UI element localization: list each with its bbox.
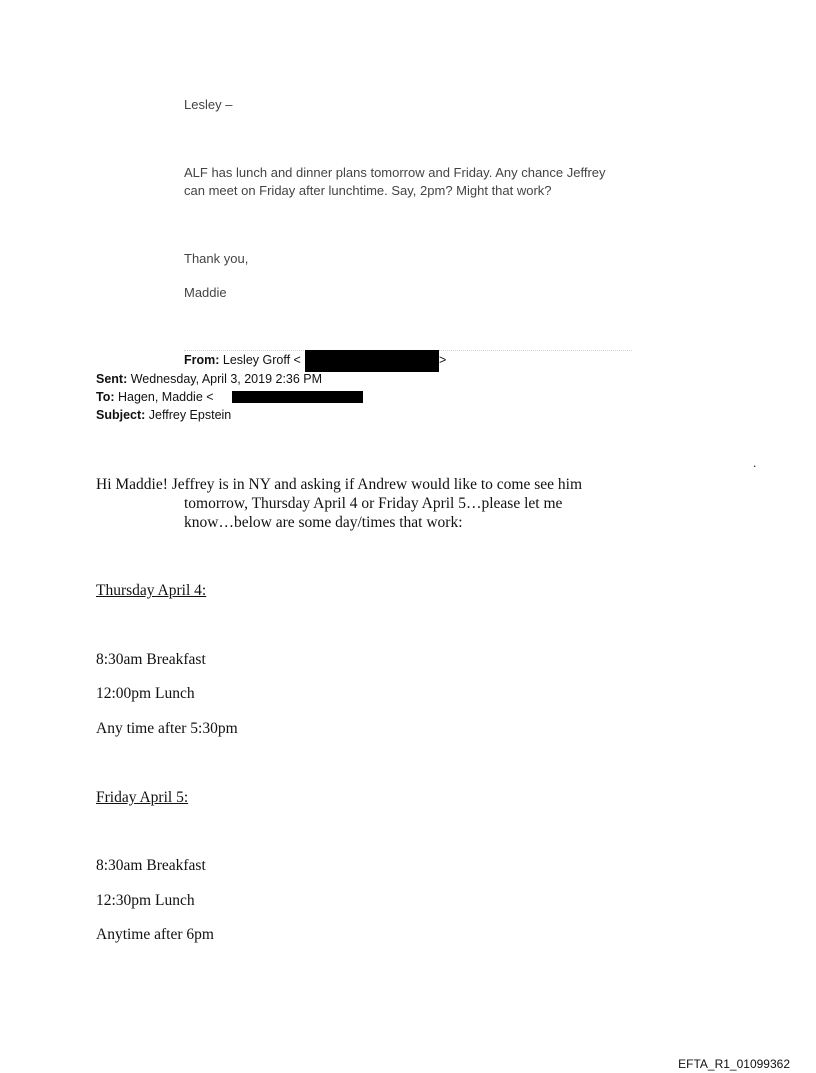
reply-body-line-1: ALF has lunch and dinner plans tomorrow and Friday. Any chance Jeffrey [184, 165, 606, 180]
from-line [184, 353, 301, 367]
sent-value: Wednesday, April 3, 2019 2:36 PM [130, 372, 323, 386]
friday-slot: 12:30pm Lunch [96, 892, 195, 909]
friday-slot: 8:30am Breakfast [96, 857, 206, 874]
sent-label: Sent: [96, 372, 128, 386]
greeting: Lesley – [184, 97, 233, 112]
to-line [96, 390, 214, 404]
intro-line-2: tomorrow, Thursday April 4 or Friday April 5…please let me [184, 495, 563, 512]
intro-line-3: know…below are some day/times that work: [184, 514, 463, 531]
friday-slot: Anytime after 6pm [96, 926, 214, 943]
redaction-block [305, 350, 439, 372]
thanks-line: Thank you, [184, 251, 249, 266]
subject-line [96, 408, 231, 422]
document-id: EFTA_R1_01099362 [678, 1057, 790, 1071]
thursday-slot: 8:30am Breakfast [96, 651, 206, 668]
stray-dot: . [753, 455, 757, 470]
thursday-heading: Thursday April 4: [96, 582, 207, 599]
to-label: To: [96, 390, 115, 404]
to-value: Hagen, Maddie < [118, 390, 214, 404]
thursday-slot: 12:00pm Lunch [96, 685, 195, 702]
subject-value: Jeffrey Epstein [148, 408, 232, 422]
redaction-block [232, 391, 363, 403]
sent-line [96, 372, 322, 386]
signature: Maddie [184, 285, 227, 300]
from-label: From: [184, 353, 220, 367]
from-close: > [439, 353, 447, 367]
intro-line-1: Hi Maddie! Jeffrey is in NY and asking if Andrew would like to come see him [96, 476, 582, 493]
reply-body-line-2: can meet on Friday after lunchtime. Say, 2pm? Might that work? [184, 183, 552, 198]
subject-label: Subject: [96, 408, 146, 422]
from-value: Lesley Groff < [222, 353, 301, 367]
friday-heading: Friday April 5: [96, 789, 189, 806]
thursday-slot: Any time after 5:30pm [96, 720, 238, 737]
